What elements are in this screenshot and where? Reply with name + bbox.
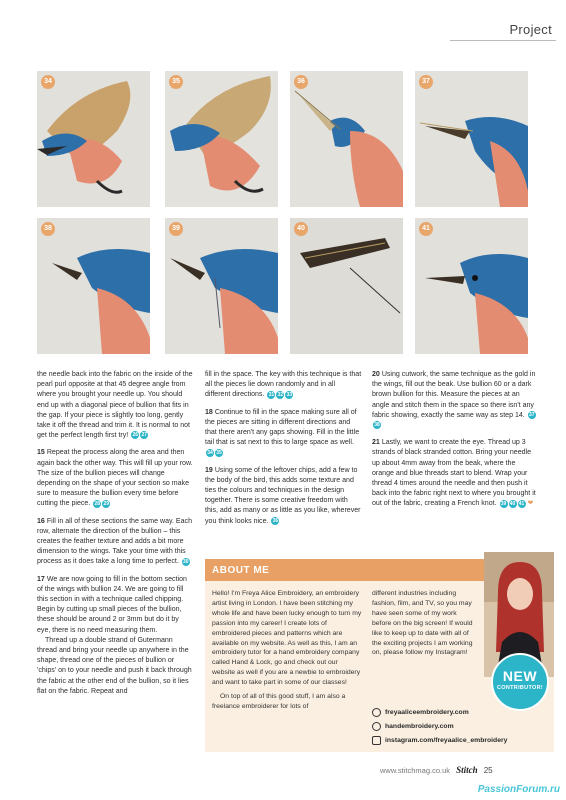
ref-dot: 40	[509, 500, 516, 507]
footer-url: www.stitchmag.co.uk	[380, 766, 451, 775]
step-photo-41	[415, 218, 528, 354]
kingfisher-photo	[37, 218, 150, 354]
website-link[interactable]: freyaaliceembroidery.com	[372, 706, 507, 718]
step-photo-38	[37, 218, 150, 354]
ref-dot: 35	[216, 449, 222, 456]
website-link[interactable]: handembroidery.com	[372, 720, 507, 732]
step-number-badge: 36	[294, 75, 308, 89]
globe-icon	[372, 708, 381, 717]
text-column-1	[37, 370, 194, 704]
step-number-badge: 39	[169, 222, 183, 236]
ref-dot: 29	[103, 500, 110, 507]
text-column-3	[372, 370, 537, 517]
step-photo-36	[290, 71, 403, 207]
heart-icon: ❤	[527, 500, 534, 508]
ref-dot: 28	[94, 500, 101, 507]
step-photo-40	[290, 218, 403, 354]
ref-dot: 37	[528, 411, 535, 418]
about-paragraph: Hello! I'm Freya Alice Embroidery, an embroidery artist living in London. I have been stitching my whole life and have been lucky enough to turn my passion into my career! I create lots of embroidered pieces and patterns which are available on my website. As well as this, I am an embroidery tutor for a hand embroidery company called Hand & Lock, go and check out our website as well if you are a newbie to embroidery and want to take part in some of our classes!	[212, 590, 362, 687]
ref-dot: 41	[518, 500, 525, 507]
step-number-badge: 41	[419, 222, 433, 236]
paragraph-step-15: 15 Repeat the process along the area and then again back the other way. This will fill up your row. The size of the bullion pieces will change depending on the shape of your section so make sure to measure the bullion every time before cutting the piece. 28 29	[37, 449, 193, 508]
step-number-badge: 38	[41, 222, 55, 236]
new-contributor-badge: NEW CONTRIBUTOR!	[491, 653, 549, 711]
paragraph-cont: fill in the space. The key with this technique is that all the pieces lie down randomly and in all different directions. 31 32 33	[205, 371, 362, 399]
paragraph-step-21: 21 Lastly, we want to create the eye. Thread up 3 strands of black stranded cotton. Bring your needle up about 4mm away from the beak, where the orange and blue threads start to blend. Wrap your thread 4 times around the needle and then push it back into the fabric right next to where you brought it out of the fabric, creating a French knot. 39 40 41 ❤	[372, 439, 536, 508]
ref-dot: 34	[207, 449, 213, 456]
paragraph-step-17: 17 We are now going to fill in the bottom section of the wings with bullion 24. We are going to fill this section in with a technique called chipping. Begin by cutting up small pieces of the bullion, these should be around 2 or 3mm but do it by eye, there is no need measuring them.	[37, 575, 187, 634]
text-column-2	[205, 370, 362, 534]
step-photo-37	[415, 71, 528, 207]
kingfisher-photo	[290, 218, 403, 354]
about-paragraph: On top of all of this good stuff, I am also a freelance embroiderer for lots of	[212, 693, 346, 710]
step-number-badge: 34	[41, 75, 55, 89]
ref-dot: 36	[272, 517, 279, 524]
paragraph-step-18: 18 Continue to fill in the space making sure all of the pieces are sitting in different directions and that there aren't any gaps showing. Fill in the little tail that is sat next to this to large space as well. 34 35	[205, 408, 360, 456]
ref-dot: 30	[182, 558, 189, 565]
section-label: Project	[509, 22, 552, 37]
magazine-brand: Stitch	[456, 765, 478, 775]
page-number: 25	[483, 766, 493, 775]
paragraph-intro: the needle back into the fabric on the inside of the pearl purl opposite at that 45 degree angle from where you brought your needle up. You should end up with a diagonal piece of bullion that fits in the gap. If your piece is slightly too long, gently take it off the thread and trim it. It is normal to not get the perfect length first try! 26 27	[37, 371, 193, 440]
about-text-column-1	[212, 589, 362, 712]
instagram-link[interactable]: instagram.com/freyaalice_embroidery	[372, 734, 507, 746]
step-photo-39	[165, 218, 278, 354]
step-photo-35	[165, 71, 278, 207]
ref-dot: 39	[500, 500, 507, 507]
paragraph-step-16: 16 Fill in all of these sections the same way. Each row, alternate the direction of the bullion – this creates the feather texture and adds a bit more dimension to the wings. Take your time with this process as it does take a long time to perfect. 30	[37, 517, 192, 566]
author-links	[372, 706, 507, 748]
kingfisher-photo	[290, 71, 403, 207]
about-me-title: ABOUT ME	[212, 565, 270, 576]
ref-dot: 31	[268, 391, 275, 398]
step-number-badge: 37	[419, 75, 433, 89]
kingfisher-photo	[165, 71, 278, 207]
instagram-icon	[372, 736, 381, 745]
paragraph-step-20: 20 Using cutwork, the same technique as the gold in the wings, fill out the beak. Use bullion 60 or a dark brown bullion for this. Measure the pieces at an angle and stitch them in the space so there isn't any fabric showing, exactly the same way as step 14. 3738	[372, 371, 536, 429]
ref-dot: 27	[141, 432, 148, 439]
ref-dot: 32	[277, 391, 284, 398]
ref-dot: 33	[286, 391, 293, 398]
step-photo-34	[37, 71, 150, 207]
globe-icon	[372, 722, 381, 731]
kingfisher-photo	[415, 218, 528, 354]
kingfisher-photo	[165, 218, 278, 354]
about-paragraph: different industries including fashion, film, and TV, so you may have seen some of my work before on the big screen! If would like to keep up to date with all of the exciting projects I am working on, please follow my Instagram!	[372, 590, 473, 657]
ref-dot: 26	[132, 432, 139, 439]
step-number-badge: 35	[169, 75, 183, 89]
about-text-column-2	[372, 589, 476, 658]
page-header	[0, 0, 566, 50]
page-footer	[380, 765, 493, 775]
watermark: PassionForum.ru	[477, 784, 560, 795]
kingfisher-photo	[415, 71, 528, 207]
header-rule	[450, 40, 556, 41]
paragraph-step-17b: Thread up a double strand of Gutermann thread and bring your needle up anywhere in the shape, thread one of the pieces of bullion or 'chips' on to your needle and push it back through the fabric at the other end of the bullion, so it lies flat on the fabric. Repeat and	[37, 636, 192, 695]
kingfisher-photo	[37, 71, 150, 207]
step-number-badge: 40	[294, 222, 308, 236]
paragraph-step-19: 19 Using some of the leftover chips, add a few to the body of the bird, this adds some texture and ties the colours and techniques in the design together. There is some creative freedom with this, add as many or as little as you like, wherever you think looks nice. 36	[205, 466, 361, 525]
ref-dot: 38	[374, 422, 380, 429]
